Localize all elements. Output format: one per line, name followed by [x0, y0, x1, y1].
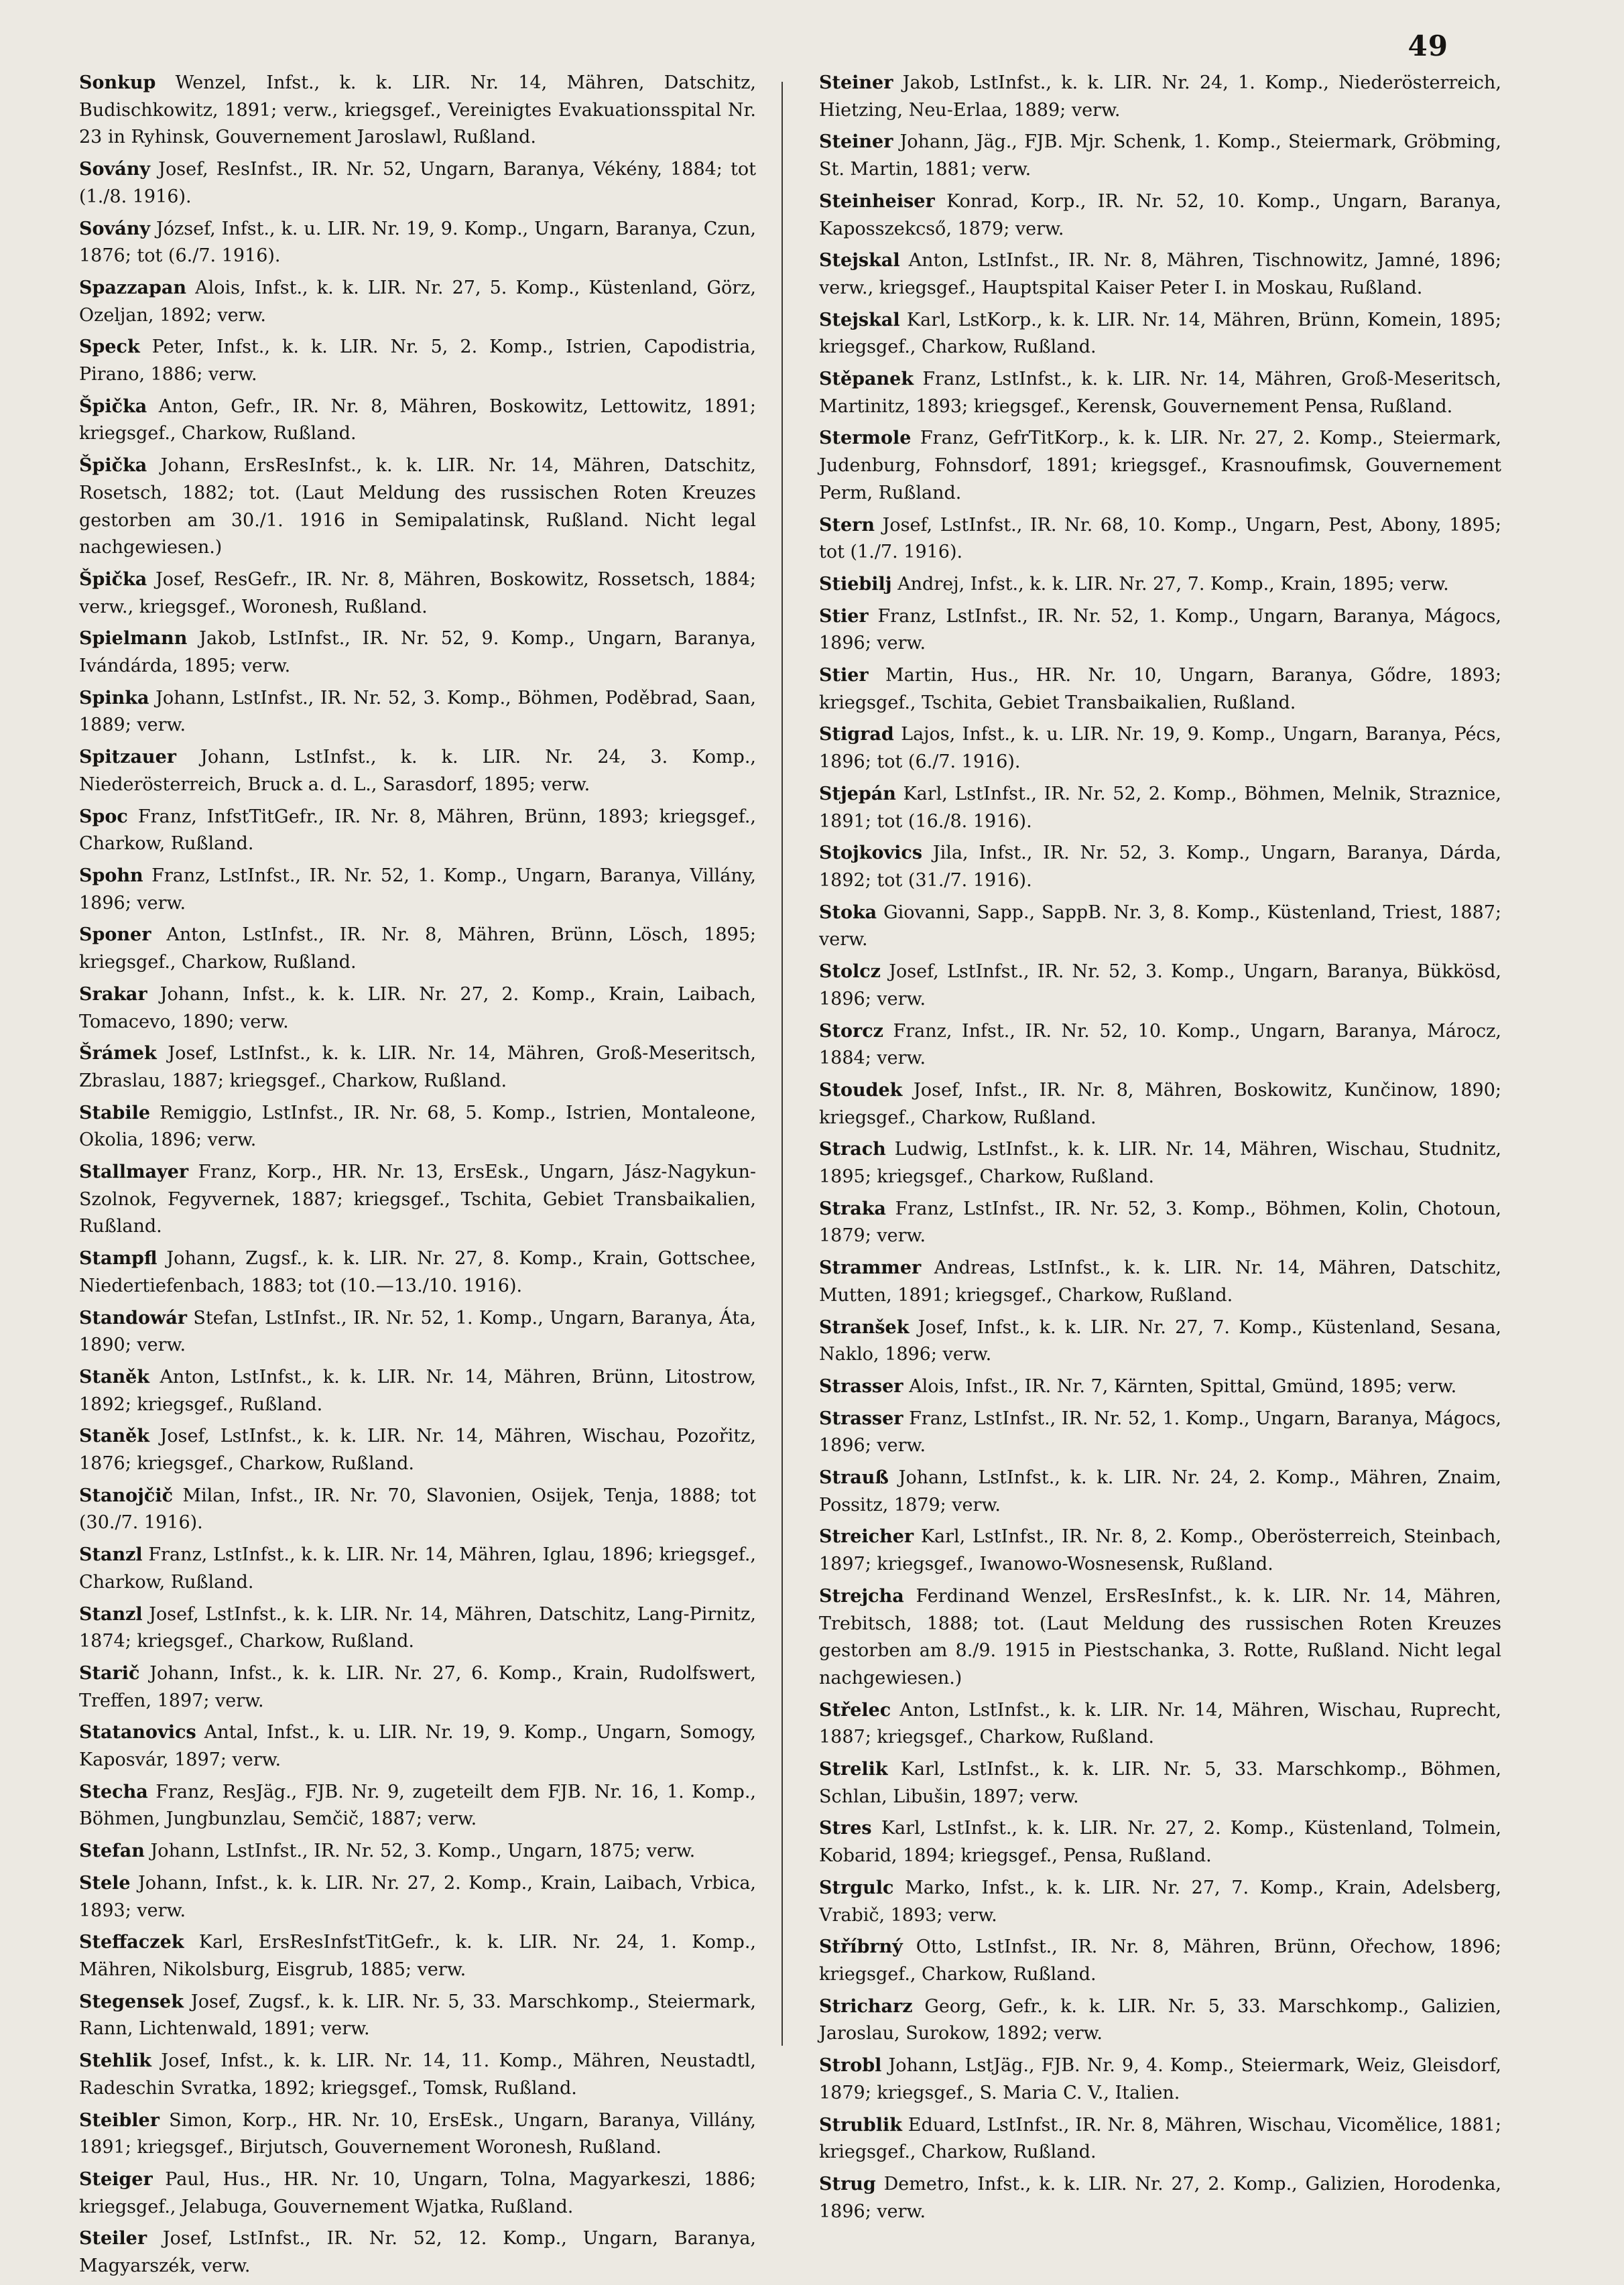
entry-details: Jila, Infst., IR. Nr. 52, 3. Komp., Ungarn, Baranya, Dárda, 1892; tot (31./7. 1916). — [819, 843, 1501, 891]
roster-entry — [79, 1040, 756, 1095]
entry-surname: Standowár — [79, 1307, 187, 1329]
entry-details: Antal, Infst., k. u. LIR. Nr. 19, 9. Komp., Ungarn, Somogy, Kaposvár, 1897; verw. — [79, 1722, 756, 1771]
roster-entry — [79, 1660, 756, 1715]
column-divider — [782, 82, 783, 2046]
entry-details: Karl, LstKorp., k. k. LIR. Nr. 14, Mähren, Brünn, Komein, 1895; kriegsgef., Charkow, Rußland. — [819, 309, 1501, 358]
entry-surname: Sovány — [79, 159, 151, 180]
roster-entry — [819, 1993, 1501, 2048]
roster-entry — [79, 1159, 756, 1241]
entry-details: Eduard, LstInfst., IR. Nr. 8, Mähren, Wischau, Vicomělice, 1881; kriegsgef., Charkow, Rußland. — [819, 2114, 1502, 2163]
entry-surname: Steinheiser — [819, 190, 935, 212]
entry-details: Josef, LstInfst., k. k. LIR. Nr. 14, Mähren, Groß-Meseritsch, Zbraslau, 1887; kriegsgef., Charkow, Rußland. — [79, 1043, 756, 1091]
roster-entry — [79, 1483, 756, 1537]
roster-entry — [819, 571, 1501, 599]
entry-surname: Stres — [819, 1818, 872, 1839]
entry-surname: Straka — [819, 1198, 886, 1219]
roster-entry — [819, 247, 1501, 302]
entry-surname: Stampfl — [79, 1248, 158, 1270]
roster-entry — [79, 922, 756, 976]
entry-details: Franz, LstInfst., IR. Nr. 52, 1. Komp., Ungarn, Baranya, Mágocs, 1896; verw. — [819, 605, 1501, 654]
entry-details: Remiggio, LstInfst., IR. Nr. 68, 5. Komp., Istrien, Montaleone, Okolia, 1896; verw. — [79, 1102, 756, 1151]
roster-entry — [819, 1196, 1501, 1250]
entry-details: Franz, LstInfst., k. k. LIR. Nr. 14, Mähren, Iglau, 1896; kriegsgef., Charkow, Rußland. — [79, 1544, 756, 1593]
entry-surname: Špička — [79, 568, 147, 590]
roster-entry — [79, 1989, 756, 2043]
entry-surname: Špička — [79, 455, 147, 477]
entry-details: Johann, LstInfst., IR. Nr. 52, 3. Komp., Ungarn, 1875; verw. — [150, 1841, 696, 1862]
entry-details: Andrej, Infst., k. k. LIR. Nr. 27, 7. Komp., Krain, 1895; verw. — [897, 573, 1449, 595]
entry-details: Josef, ResInfst., IR. Nr. 52, Ungarn, Baranya, Vékény, 1884; tot (1./8. 1916). — [79, 159, 756, 207]
entry-details: Simon, Korp., HR. Nr. 10, ErsEsk., Ungarn, Baranya, Villány, 1891; kriegsgef., Birjutsch, Gouvernement Woronesh, Rußland. — [79, 2109, 756, 2158]
roster-entry — [819, 1934, 1501, 1988]
entry-details: Josef, ResGefr., IR. Nr. 8, Mähren, Boskowitz, Rossetsch, 1884; verw., kriegsgef., Woronesh, Rußland. — [79, 568, 756, 617]
roster-entry — [819, 959, 1501, 1013]
entry-details: Paul, Hus., HR. Nr. 10, Ungarn, Tolna, Magyarkeszi, 1886; kriegsgef., Jelabuga, Gouvernement Wjatka, Rußland. — [79, 2168, 756, 2217]
right-column — [819, 70, 1501, 2230]
entry-details: Ferdinand Wenzel, ErsResInfst., k. k. LIR. Nr. 14, Mähren, Trebitsch, 1888; tot. (Laut Meldung des russischen Roten Kreuzes gestorben am 8./9. 1915 in Piestschanka, 3. Rotte, Rußland. Nicht legal nachgewiesen.) — [819, 1585, 1501, 1688]
entry-surname: Strauß — [819, 1467, 889, 1489]
entry-details: Johann, LstInfst., k. k. LIR. Nr. 24, 2. Komp., Mähren, Znaim, Possitz, 1879; verw. — [819, 1467, 1501, 1516]
entry-surname: Strelik — [819, 1759, 888, 1780]
entry-details: Martin, Hus., HR. Nr. 10, Ungarn, Baranya, Gődre, 1893; kriegsgef., Tschita, Gebiet Transbaikalien, Rußland. — [819, 665, 1501, 713]
entry-details: Marko, Infst., k. k. LIR. Nr. 27, 7. Komp., Krain, Adelsberg, Vrabič, 1893; verw. — [819, 1877, 1502, 1926]
entry-details: Lajos, Infst., k. u. LIR. Nr. 19, 9. Komp., Ungarn, Baranya, Pécs, 1896; tot (6./7. 1916). — [819, 724, 1501, 773]
roster-entry — [79, 1423, 756, 1477]
entry-surname: Spazzapan — [79, 277, 187, 298]
roster-entry — [79, 1601, 756, 1656]
entry-surname: Stehlik — [79, 2050, 151, 2072]
roster-entry — [819, 603, 1501, 658]
entry-surname: Špička — [79, 395, 147, 417]
entry-details: Franz, InfstTitGefr., IR. Nr. 8, Mähren, Brünn, 1893; kriegsgef., Charkow, Rußland. — [79, 806, 756, 855]
roster-entry — [819, 781, 1501, 835]
entry-surname: Steiner — [819, 131, 893, 153]
entry-surname: Strasser — [819, 1408, 903, 1429]
entry-details: Johann, LstJäg., FJB. Nr. 9, 4. Komp., Steiermark, Weiz, Gleisdorf, 1879; kriegsgef., S. Maria C. V., Italien. — [819, 2055, 1501, 2103]
entry-details: Josef, Infst., k. k. LIR. Nr. 27, 7. Komp., Küstenland, Sesana, Naklo, 1896; verw. — [819, 1316, 1501, 1365]
entry-details: Demetro, Infst., k. k. LIR. Nr. 27, 2. Komp., Galizien, Horodenka, 1896; verw. — [819, 2173, 1501, 2222]
entry-details: Franz, LstInfst., IR. Nr. 52, 3. Komp., Böhmen, Kolin, Chotoun, 1879; verw. — [819, 1198, 1501, 1247]
entry-details: Johann, ErsResInfst., k. k. LIR. Nr. 14, Mähren, Datschitz, Rosetsch, 1882; tot. (Laut Meldung des russischen Roten Kreuzes gestorben am 30./1. 1916 in Semipalatinsk, Rußland. Nicht legal nachgewiesen.) — [79, 455, 756, 558]
roster-entry — [79, 1838, 756, 1865]
roster-entry — [819, 1875, 1501, 1929]
entry-details: Stefan, LstInfst., IR. Nr. 52, 1. Komp., Ungarn, Baranya, Áta, 1890; verw. — [79, 1307, 756, 1356]
roster-entry — [819, 2112, 1501, 2166]
roster-entry — [819, 512, 1501, 566]
entry-surname: Stricharz — [819, 1995, 913, 2017]
entry-details: Giovanni, Sapp., SappB. Nr. 3, 8. Komp., Küstenland, Triest, 1887; verw. — [819, 902, 1501, 950]
entry-details: Otto, LstInfst., IR. Nr. 8, Mähren, Brünn, Ořechow, 1896; kriegsgef., Charkow, Rußland. — [819, 1936, 1501, 1985]
roster-entry — [79, 2107, 756, 2162]
left-column — [79, 70, 756, 2285]
roster-entry — [819, 1314, 1501, 1369]
entry-surname: Stolcz — [819, 961, 881, 983]
roster-entry — [79, 1870, 756, 1924]
roster-entry — [819, 2171, 1501, 2225]
entry-details: Johann, Infst., k. k. LIR. Nr. 27, 6. Komp., Krain, Rudolfswert, Treffen, 1897; verw. — [79, 1662, 756, 1711]
entry-details: Ludwig, LstInfst., k. k. LIR. Nr. 14, Mähren, Wischau, Studnitz, 1895; kriegsgef., Charkow, Rußland. — [819, 1139, 1502, 1188]
roster-entry — [79, 1100, 756, 1154]
entry-surname: Stegensek — [79, 1991, 184, 2012]
roster-entry — [79, 2225, 756, 2280]
entry-surname: Stier — [819, 665, 869, 686]
entry-details: Jakob, LstInfst., IR. Nr. 52, 9. Komp., Ungarn, Baranya, Ivándárda, 1895; verw. — [79, 628, 756, 677]
entry-surname: Statanovics — [79, 1722, 196, 1743]
entry-surname: Spohn — [79, 865, 143, 886]
entry-details: Johann, Infst., k. k. LIR. Nr. 27, 2. Komp., Krain, Laibach, Tomacevo, 1890; verw. — [79, 983, 756, 1032]
entry-details: Johann, LstInfst., IR. Nr. 52, 3. Komp., Böhmen, Poděbrad, Saan, 1889; verw. — [79, 687, 756, 736]
entry-surname: Steffaczek — [79, 1932, 184, 1953]
entry-surname: Stojkovics — [819, 843, 923, 864]
entry-surname: Strgulc — [819, 1877, 894, 1898]
entry-surname: Staněk — [79, 1366, 149, 1387]
entry-surname: Strasser — [819, 1375, 903, 1397]
roster-entry — [79, 156, 756, 210]
entry-surname: Stoudek — [819, 1079, 903, 1101]
roster-entry — [79, 275, 756, 329]
entry-surname: Stejskal — [819, 309, 900, 330]
entry-details: Josef, LstInfst., k. k. LIR. Nr. 14, Mähren, Datschitz, Lang-Pirnitz, 1874; kriegsgef., Charkow, Rußland. — [79, 1603, 756, 1652]
entry-surname: Storcz — [819, 1020, 883, 1042]
entry-details: Josef, LstInfst., k. k. LIR. Nr. 14, Mähren, Wischau, Pozořitz, 1876; kriegsgef., Charkow, Rußland. — [79, 1426, 756, 1475]
entry-surname: Strublik — [819, 2114, 902, 2136]
entry-surname: Stermole — [819, 428, 912, 449]
entry-surname: Stěpanek — [819, 369, 914, 390]
entry-surname: Spitzauer — [79, 747, 176, 768]
roster-entry — [819, 1583, 1501, 1692]
roster-entry — [819, 900, 1501, 954]
entry-details: Milan, Infst., IR. Nr. 70, Slavonien, Osijek, Tenja, 1888; tot (30./7. 1916). — [79, 1485, 756, 1534]
entry-details: Johann, Jäg., FJB. Mjr. Schenk, 1. Komp., Steiermark, Gröbming, St. Martin, 1881; verw. — [819, 131, 1501, 180]
roster-entry — [819, 1756, 1501, 1810]
entry-details: Josef, LstInfst., IR. Nr. 52, 3. Komp., Ungarn, Baranya, Bükkösd, 1896; verw. — [819, 961, 1501, 1009]
entry-details: Josef, Infst., k. k. LIR. Nr. 14, 11. Komp., Mähren, Neustadtl, Radeschin Svratka, 1892; kriegsgef., Tomsk, Rußland. — [79, 2050, 756, 2099]
roster-entry — [819, 1524, 1501, 1578]
entry-surname: Strammer — [819, 1257, 922, 1279]
entry-details: Wenzel, Infst., k. k. LIR. Nr. 14, Mähren, Datschitz, Budischkowitz, 1891; verw., kriegsgef., Vereinigtes Evakuationsspital Nr. 23 in Ryhinsk, Gouvernement Jaroslawl, Rußland. — [79, 72, 756, 148]
roster-entry — [819, 129, 1501, 183]
entry-details: Karl, LstInfst., IR. Nr. 52, 2. Komp., Böhmen, Melnik, Straznice, 1891; tot (16./8. 1916). — [819, 783, 1501, 832]
entry-surname: Stranšek — [819, 1316, 910, 1338]
entry-details: Johann, Zugsf., k. k. LIR. Nr. 27, 8. Komp., Krain, Gottschee, Niedertiefenbach, 1883; tot (10.—13./10. 1916). — [79, 1248, 756, 1296]
roster-entry — [79, 334, 756, 388]
entry-surname: Sovány — [79, 218, 151, 239]
entry-details: Karl, LstInfst., k. k. LIR. Nr. 27, 2. Komp., Küstenland, Tolmein, Kobarid, 1894; kriegsgef., Pensa, Rußland. — [819, 1818, 1501, 1867]
entry-details: Anton, LstInfst., IR. Nr. 8, Mähren, Brünn, Lösch, 1895; kriegsgef., Charkow, Rußland. — [79, 924, 756, 973]
roster-entry — [819, 840, 1501, 894]
entry-details: Anton, LstInfst., k. k. LIR. Nr. 14, Mähren, Wischau, Ruprecht, 1887; kriegsgef., Charkow, Rußland. — [819, 1699, 1501, 1748]
roster-entry — [79, 2048, 756, 2102]
roster-entry — [79, 981, 756, 1036]
entry-surname: Speck — [79, 336, 140, 358]
entry-surname: Strug — [819, 2173, 876, 2195]
entry-surname: Strach — [819, 1139, 886, 1160]
roster-entry — [819, 1018, 1501, 1072]
roster-entry — [79, 625, 756, 680]
roster-entry — [819, 307, 1501, 361]
entry-details: Georg, Gefr., k. k. LIR. Nr. 5, 33. Marschkomp., Galizien, Jaroslau, Surokow, 1892; verw. — [819, 1995, 1501, 2044]
entry-details: Anton, LstInfst., k. k. LIR. Nr. 14, Mähren, Brünn, Litostrow, 1892; kriegsgef., Rußland. — [79, 1366, 756, 1415]
entry-surname: Stern — [819, 514, 875, 536]
entry-surname: Stiebilj — [819, 573, 892, 595]
entry-surname: Střelec — [819, 1699, 891, 1721]
entry-details: Franz, LstInfst., k. k. LIR. Nr. 14, Mähren, Groß-Meseritsch, Martinitz, 1893; kriegsgef., Kerensk, Gouvernement Pensa, Rußland. — [819, 369, 1501, 417]
roster-entry — [79, 566, 756, 621]
entry-surname: Streicher — [819, 1526, 914, 1548]
roster-entry — [819, 188, 1501, 243]
entry-details: Josef, LstInfst., IR. Nr. 52, 12. Komp., Ungarn, Baranya, Magyarszék, verw. — [79, 2228, 756, 2277]
entry-surname: Stefan — [79, 1841, 145, 1862]
roster-entry — [819, 1815, 1501, 1869]
entry-details: Alois, Infst., k. k. LIR. Nr. 27, 5. Komp., Küstenland, Görz, Ozeljan, 1892; verw. — [79, 277, 756, 326]
entry-surname: Sponer — [79, 924, 151, 946]
roster-entry — [79, 1719, 756, 1774]
roster-entry — [819, 1373, 1501, 1401]
entry-surname: Stanzl — [79, 1603, 143, 1625]
entry-surname: Steiner — [819, 72, 893, 93]
entry-surname: Stříbrný — [819, 1936, 903, 1958]
entry-details: Peter, Infst., k. k. LIR. Nr. 5, 2. Komp., Istrien, Capodistria, Pirano, 1886; verw. — [79, 336, 756, 385]
roster-entry — [79, 1364, 756, 1418]
entry-details: Andreas, LstInfst., k. k. LIR. Nr. 14, Mähren, Datschitz, Mutten, 1891; kriegsgef., Charkow, Rußland. — [819, 1257, 1501, 1306]
entry-surname: Strobl — [819, 2055, 882, 2077]
roster-entry — [819, 366, 1501, 420]
roster-entry — [819, 1136, 1501, 1190]
entry-details: Franz, Korp., HR. Nr. 13, ErsEsk., Ungarn, Jász-Nagykun-Szolnok, Fegyvernek, 1887; kriegsgef., Tschita, Gebiet Transbaikalien, Rußland. — [79, 1162, 756, 1237]
entry-surname: Staněk — [79, 1426, 149, 1447]
roster-entry — [79, 804, 756, 858]
page-number: 49 — [1408, 29, 1448, 62]
entry-details: Josef, Zugsf., k. k. LIR. Nr. 5, 33. Marschkomp., Steiermark, Rann, Lichtenwald, 1891; verw. — [79, 1991, 756, 2040]
roster-entry — [79, 2166, 756, 2221]
entry-surname: Steiger — [79, 2168, 153, 2190]
roster-entry — [819, 721, 1501, 776]
roster-entry — [819, 1406, 1501, 1460]
entry-surname: Stier — [819, 605, 869, 627]
entry-details: Konrad, Korp., IR. Nr. 52, 10. Komp., Ungarn, Baranya, Kaposszekcső, 1879; verw. — [819, 190, 1501, 239]
entry-details: József, Infst., k. u. LIR. Nr. 19, 9. Komp., Ungarn, Baranya, Czun, 1876; tot (6./7. 1916). — [79, 218, 756, 267]
entry-details: Franz, GefrTitKorp., k. k. LIR. Nr. 27, 2. Komp., Steiermark, Judenburg, Fohnsdorf, 1891; kriegsgef., Krasnoufimsk, Gouvernement Perm, Rußland. — [819, 428, 1501, 503]
roster-entry — [819, 1697, 1501, 1751]
entry-details: Franz, LstInfst., IR. Nr. 52, 1. Komp., Ungarn, Baranya, Villány, 1896; verw. — [79, 865, 756, 914]
roster-entry — [79, 1779, 756, 1833]
entry-surname: Stele — [79, 1872, 131, 1894]
entry-surname: Stigrad — [819, 724, 894, 745]
roster-entry — [79, 1542, 756, 1596]
entry-surname: Stejskal — [819, 250, 900, 271]
entry-details: Anton, Gefr., IR. Nr. 8, Mähren, Boskowitz, Lettowitz, 1891; kriegsgef., Charkow, Rußland. — [79, 395, 756, 444]
entry-surname: Stallmayer — [79, 1162, 189, 1183]
roster-entry — [79, 744, 756, 798]
entry-surname: Stecha — [79, 1781, 148, 1802]
roster-entry — [79, 393, 756, 448]
roster-entry — [79, 1245, 756, 1300]
roster-entry — [79, 1305, 756, 1359]
entry-surname: Šrámek — [79, 1043, 157, 1064]
entry-surname: Steibler — [79, 2109, 160, 2131]
roster-entry — [819, 2052, 1501, 2107]
roster-entry — [819, 70, 1501, 124]
entry-details: Alois, Infst., IR. Nr. 7, Kärnten, Spittal, Gmünd, 1895; verw. — [909, 1375, 1457, 1397]
entry-surname: Stoka — [819, 902, 877, 923]
entry-surname: Spinka — [79, 687, 149, 708]
entry-details: Jakob, LstInfst., k. k. LIR. Nr. 24, 1. Komp., Niederösterreich, Hietzing, Neu-Erlaa, 1889; verw. — [819, 72, 1501, 121]
entry-details: Franz, LstInfst., IR. Nr. 52, 1. Komp., Ungarn, Baranya, Mágocs, 1896; verw. — [819, 1408, 1501, 1457]
entry-surname: Spoc — [79, 806, 128, 827]
entry-details: Josef, LstInfst., IR. Nr. 68, 10. Komp., Ungarn, Pest, Abony, 1895; tot (1./7. 1916). — [819, 514, 1501, 563]
roster-entry — [819, 1255, 1501, 1309]
entry-details: Karl, ErsResInfstTitGefr., k. k. LIR. Nr. 24, 1. Komp., Mähren, Nikolsburg, Eisgrub, 1885; verw. — [79, 1932, 756, 1980]
roster-entry — [79, 685, 756, 739]
entry-details: Josef, Infst., IR. Nr. 8, Mähren, Boskowitz, Kunčinow, 1890; kriegsgef., Charkow, Rußland. — [819, 1079, 1501, 1128]
roster-entry — [79, 452, 756, 562]
entry-details: Anton, LstInfst., IR. Nr. 8, Mähren, Tischnowitz, Jamné, 1896; verw., kriegsgef., Hauptspital Kaiser Peter I. in Moskau, Rußland. — [819, 250, 1501, 298]
entry-details: Johann, LstInfst., k. k. LIR. Nr. 24, 3. Komp., Niederösterreich, Bruck a. d. L., Sarasdorf, 1895; verw. — [79, 747, 756, 795]
roster-entry — [819, 1077, 1501, 1131]
roster-entry — [79, 1929, 756, 1983]
entry-surname: Stabile — [79, 1102, 151, 1123]
roster-entry — [819, 1465, 1501, 1519]
entry-surname: Spielmann — [79, 628, 188, 650]
entry-surname: Strejcha — [819, 1585, 904, 1607]
entry-details: Karl, LstInfst., IR. Nr. 8, 2. Komp., Oberösterreich, Steinbach, 1897; kriegsgef., Iwanowo-Wosnesensk, Rußland. — [819, 1526, 1501, 1575]
entry-details: Franz, ResJäg., FJB. Nr. 9, zugeteilt dem FJB. Nr. 16, 1. Komp., Böhmen, Jungbunzlau, Semčič, 1887; verw. — [79, 1781, 756, 1830]
roster-entry — [79, 863, 756, 917]
entry-surname: Stjepán — [819, 783, 896, 804]
entry-surname: Sonkup — [79, 72, 156, 93]
entry-details: Franz, Infst., IR. Nr. 52, 10. Komp., Ungarn, Baranya, Márocz, 1884; verw. — [819, 1020, 1501, 1069]
entry-surname: Steiler — [79, 2228, 147, 2249]
entry-surname: Stanzl — [79, 1544, 143, 1566]
entry-surname: Starič — [79, 1662, 140, 1684]
entry-surname: Stanojčič — [79, 1485, 174, 1506]
roster-entry — [79, 70, 756, 151]
roster-entry — [819, 662, 1501, 717]
entry-details: Karl, LstInfst., k. k. LIR. Nr. 5, 33. Marschkomp., Böhmen, Schlan, Libušin, 1897; verw. — [819, 1759, 1501, 1807]
roster-entry — [79, 216, 756, 270]
roster-entry — [819, 425, 1501, 507]
entry-details: Johann, Infst., k. k. LIR. Nr. 27, 2. Komp., Krain, Laibach, Vrbica, 1893; verw. — [79, 1872, 756, 1921]
entry-surname: Srakar — [79, 983, 147, 1005]
